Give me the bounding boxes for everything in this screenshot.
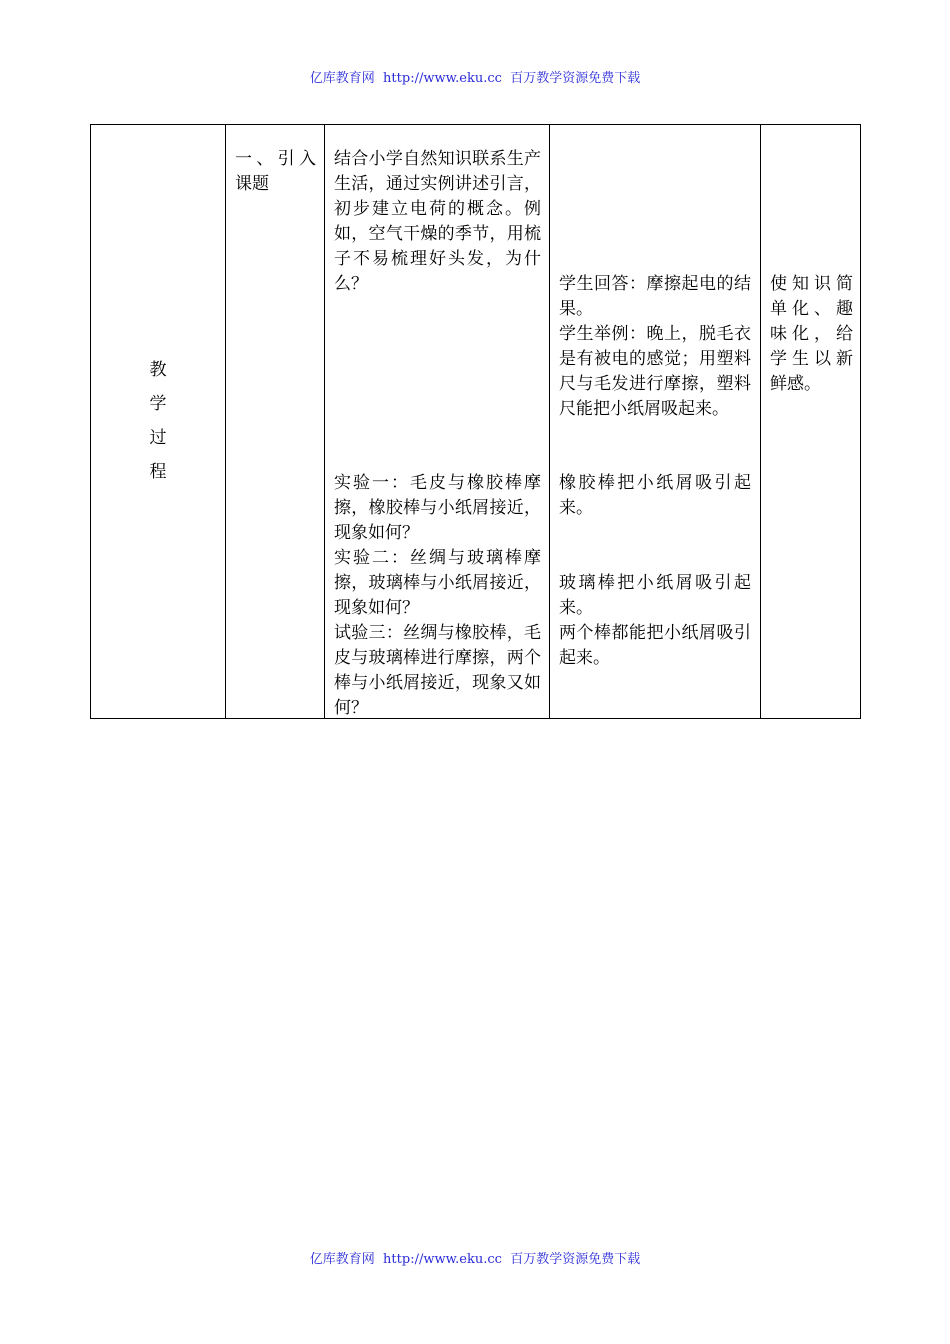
design-purpose: 使知识简单化、趣味化，给学生以新鲜感。 <box>770 274 853 394</box>
section-cell <box>91 125 226 719</box>
table-row <box>91 125 861 719</box>
student-activity-cell <box>550 125 761 719</box>
lesson-table <box>90 124 861 719</box>
teacher-intro: 结合小学自然知识联系生产生活，通过实例讲述引言，初步建立电荷的概念。例如，空气干燥的季节，用梳子不易梳理好头发，为什么？ <box>334 149 541 294</box>
student-example: 学生举例：晚上，脱毛衣是有被电的感觉；用塑料尺与毛发进行摩擦，塑料尺能把小纸屑吸起来。 <box>559 324 751 419</box>
step-title: 一、引入课题 <box>235 149 316 194</box>
section-label <box>91 353 225 489</box>
result-one: 橡胶棒把小纸屑吸引起来。 <box>559 473 751 518</box>
experiment-three: 试验三：丝绸与橡胶棒，毛皮与玻璃棒进行摩擦，两个棒与小纸屑接近，现象又如何？ <box>334 623 541 718</box>
purpose-cell <box>761 125 861 719</box>
teacher-activity-cell <box>325 125 550 719</box>
student-answer: 学生回答：摩擦起电的结果。 <box>559 274 751 319</box>
experiment-two: 实验二：丝绸与玻璃棒摩擦，玻璃棒与小纸屑接近，现象如何？ <box>334 548 541 618</box>
result-three: 两个棒都能把小纸屑吸引起来。 <box>559 623 751 668</box>
experiment-one: 实验一：毛皮与橡胶棒摩擦，橡胶棒与小纸屑接近，现象如何？ <box>334 473 541 543</box>
step-cell <box>226 125 325 719</box>
section-char: 学 <box>149 394 167 414</box>
section-char: 程 <box>149 462 167 482</box>
page-header: 亿库教育网 http://www.eku.cc 百万教学资源免费下载 <box>309 71 641 86</box>
section-char: 过 <box>149 428 167 448</box>
section-char: 教 <box>149 360 167 380</box>
page-footer: 亿库教育网 http://www.eku.cc 百万教学资源免费下载 <box>309 1252 641 1267</box>
result-two: 玻璃棒把小纸屑吸引起来。 <box>559 573 751 618</box>
